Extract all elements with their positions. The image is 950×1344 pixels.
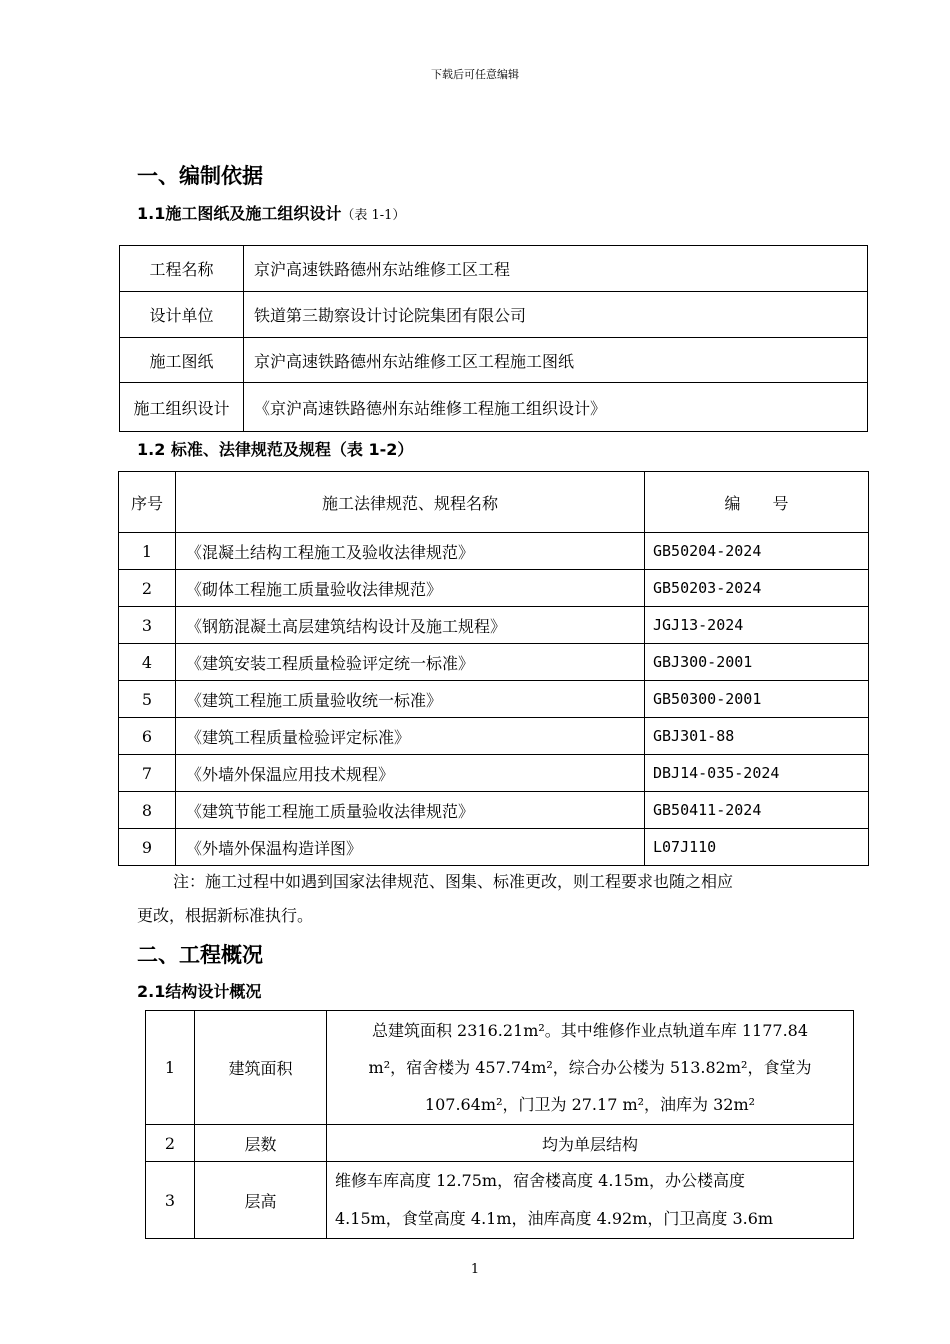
table-2-1: [145, 1010, 854, 1239]
content-line: 维修车库高度 12.75m，宿舍楼高度 4.15m，办公楼高度: [335, 1171, 745, 1190]
row-code: GBJ300-2001: [645, 644, 869, 681]
table1-label: 设计单位: [120, 292, 244, 338]
table-row: [119, 570, 869, 607]
table-row: [119, 533, 869, 570]
section1-1-title: [137, 201, 405, 224]
table-row: [119, 681, 869, 718]
row-no: 2: [119, 570, 176, 607]
row-name: 《建筑安装工程质量检验评定统一标准》: [176, 644, 645, 681]
table-row: [146, 1162, 854, 1239]
row-no: 6: [119, 718, 176, 755]
col-header-name: 施工法律规范、规程名称: [176, 472, 645, 533]
section2-1-title: [137, 979, 261, 1002]
row-code: DBJ14-035-2024: [645, 755, 869, 792]
table1-label: 工程名称: [120, 246, 244, 292]
section2-1-text: 2.1结构设计概况: [137, 982, 262, 1001]
row-no: 1: [119, 533, 176, 570]
row-name: 《外墙外保温应用技术规程》: [176, 755, 645, 792]
row-name: 《建筑工程质量检验评定标准》: [176, 718, 645, 755]
row-code: GB50204-2024: [645, 533, 869, 570]
note-line-1: 注：施工过程中如遇到国家法律规范、图集、标准更改，则工程要求也随之相应: [173, 872, 734, 891]
row-label: 层高: [195, 1162, 327, 1239]
table1-value: 铁道第三勘察设计讨论院集团有限公司: [244, 292, 868, 338]
content-line: 107.64m²，门卫为 27.17 m²，油库为 32m²: [424, 1095, 756, 1114]
content-line: 4.15m，食堂高度 4.1m，油库高度 4.92m，门卫高度 3.6m: [335, 1209, 774, 1228]
row-code: GB50411-2024: [645, 792, 869, 829]
section1-2-text: 1.2 标准、法律规范及规程（表 1-2）: [137, 440, 414, 459]
table-1-1: [119, 245, 868, 432]
row-name: 《建筑节能工程施工质量验收法律规范》: [176, 792, 645, 829]
row-code: L07J110: [645, 829, 869, 866]
row-name: 《混凝土结构工程施工及验收法律规范》: [176, 533, 645, 570]
table-row: [119, 829, 869, 866]
table-row: [119, 755, 869, 792]
row-no: 9: [119, 829, 176, 866]
table-row: [119, 644, 869, 681]
row-content: 均为单层结构: [327, 1125, 854, 1162]
table-row: [146, 1125, 854, 1162]
table-row: [120, 246, 868, 292]
table-row: [119, 607, 869, 644]
table-row: [119, 792, 869, 829]
row-no: 8: [119, 792, 176, 829]
content-line: 总建筑面积 2316.21m²。其中维修作业点轨道车库 1177.84: [371, 1021, 809, 1040]
table-row: [120, 292, 868, 338]
table-1-2: [118, 471, 869, 866]
row-no: 2: [146, 1125, 195, 1162]
page-header: 下载后可任意编辑: [431, 68, 519, 81]
row-name: 《外墙外保温构造详图》: [176, 829, 645, 866]
row-no: 3: [146, 1162, 195, 1239]
table-row: [119, 718, 869, 755]
row-code: GBJ301-88: [645, 718, 869, 755]
col-header-no: 序号: [119, 472, 176, 533]
row-no: 3: [119, 607, 176, 644]
note-line-2: 更改，根据新标准执行。: [137, 906, 314, 925]
row-content: [327, 1162, 854, 1239]
table-row: [120, 383, 868, 432]
table-row: [120, 338, 868, 383]
row-no: 1: [146, 1011, 195, 1125]
row-code: JGJ13-2024: [645, 607, 869, 644]
table1-label: 施工图纸: [120, 338, 244, 383]
section2-title: 二、工程概况: [137, 943, 263, 967]
row-no: 5: [119, 681, 176, 718]
row-no: 7: [119, 755, 176, 792]
section1-1-tag: （表 1-1）: [341, 208, 406, 223]
row-name: 《砌体工程施工质量验收法律规范》: [176, 570, 645, 607]
row-name: 《钢筋混凝土高层建筑结构设计及施工规程》: [176, 607, 645, 644]
row-content: [327, 1011, 854, 1125]
row-no: 4: [119, 644, 176, 681]
table1-value: 《京沪高速铁路德州东站维修工程施工组织设计》: [244, 383, 868, 432]
table-header-row: [119, 472, 869, 533]
content-line: m²，宿舍楼为 457.74m²，综合办公楼为 513.82m²，食堂为: [368, 1058, 812, 1077]
row-code: GB50203-2024: [645, 570, 869, 607]
table1-label: 施工组织设计: [120, 383, 244, 432]
row-label: 建筑面积: [195, 1011, 327, 1125]
row-label: 层数: [195, 1125, 327, 1162]
row-code: GB50300-2001: [645, 681, 869, 718]
row-name: 《建筑工程施工质量验收统一标准》: [176, 681, 645, 718]
page-number: 1: [470, 1262, 480, 1277]
table1-value: 京沪高速铁路德州东站维修工区工程: [244, 246, 868, 292]
section1-1-text: 施工图纸及施工组织设计: [165, 204, 342, 223]
table-row: [146, 1011, 854, 1125]
section1-1-num: 1.1: [137, 204, 166, 223]
section1-2-title: [137, 437, 413, 460]
col-header-code: 编 号: [645, 472, 869, 533]
section1-title: 一、编制依据: [137, 164, 263, 188]
table1-value: 京沪高速铁路德州东站维修工区工程施工图纸: [244, 338, 868, 383]
